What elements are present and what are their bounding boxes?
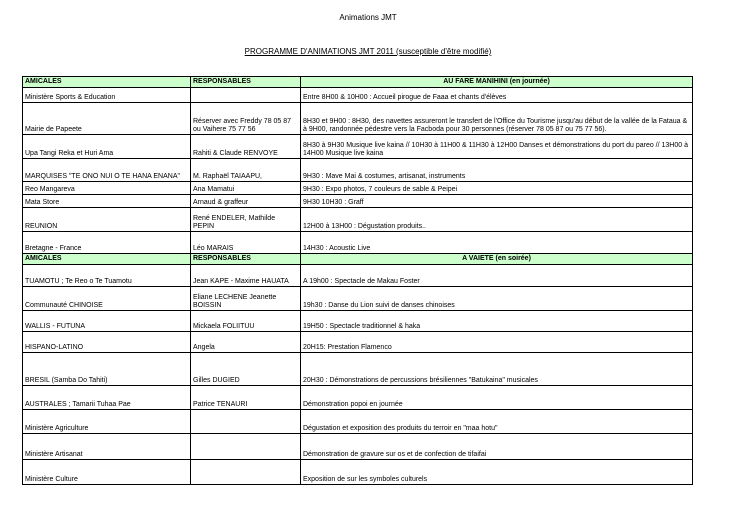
- amicale-cell: Bretagne - France: [23, 232, 191, 254]
- amicale-cell: Upa Tangi Reka et Huri Ama: [23, 135, 191, 159]
- responsable-cell: Mickaela FOLIITUU: [191, 311, 301, 332]
- table-row: [23, 88, 693, 103]
- table-row: [23, 265, 693, 287]
- table-row: [23, 195, 693, 208]
- programme-cell: 19H50 : Spectacle traditionnel & haka: [301, 311, 693, 332]
- programme-table: [22, 76, 693, 485]
- amicale-cell: Ministère Sports & Education: [23, 88, 191, 103]
- programme-cell: Démonstration de gravure sur os et de confection de tifaifai: [301, 434, 693, 460]
- table-row: [23, 311, 693, 332]
- table-row: [23, 353, 693, 386]
- programme-cell: Démonstration popoi en journée: [301, 386, 693, 410]
- responsable-cell: René ENDELER, Mathilde PEPIN: [191, 208, 301, 232]
- responsable-cell: [191, 88, 301, 103]
- programme-cell: 9H30 10H30 : Graff: [301, 195, 693, 208]
- table-row: [23, 232, 693, 254]
- programme-cell: 8H30 et 9H00 : 8H30, des navettes assureront le transfert de l'Office du Tourisme jusqu'au début de la vallée de la Fataua & à 9H00, randonnée pédestre vers la Facboda pour 30 personnes (réserver 78 05 87 ou 75 77 56).: [301, 103, 693, 135]
- column-header-amicales: AMICALES: [23, 254, 191, 265]
- document-header: Animations JMT: [339, 13, 397, 22]
- column-header-responsables: RESPONSABLES: [191, 254, 301, 265]
- programme-cell: 20H15: Prestation Flamenco: [301, 332, 693, 353]
- responsable-cell: Angela: [191, 332, 301, 353]
- column-header-amicales: AMICALES: [23, 77, 191, 88]
- responsable-cell: Ana Mamatui: [191, 182, 301, 195]
- amicale-cell: MARQUISES "TE ONO NUI O TE HANA ENANA": [23, 159, 191, 182]
- table-row: [23, 103, 693, 135]
- programme-cell: 19h30 : Danse du Lion suivi de danses chinoises: [301, 287, 693, 311]
- amicale-cell: Ministère Agriculture: [23, 410, 191, 434]
- responsable-cell: Léo MARAIS: [191, 232, 301, 254]
- table-row: [23, 460, 693, 485]
- responsable-cell: Jean KAPE - Maxime HAUATA: [191, 265, 301, 287]
- table-row: [23, 410, 693, 434]
- programme-cell: Exposition de sur les symboles culturels: [301, 460, 693, 485]
- programme-cell: 9H30 : Expo photos, 7 couleurs de sable & Peipei: [301, 182, 693, 195]
- programme-cell: Dégustation et exposition des produits du terroir en "maa hotu": [301, 410, 693, 434]
- amicale-cell: HISPANO-LATINO: [23, 332, 191, 353]
- amicale-cell: Ministère Culture: [23, 460, 191, 485]
- programme-cell: 12H00 à 13H00 : Dégustation produits..: [301, 208, 693, 232]
- responsable-cell: Patrice TENAURI: [191, 386, 301, 410]
- table-row: [23, 332, 693, 353]
- amicale-cell: Mata Store: [23, 195, 191, 208]
- table-row: [23, 182, 693, 195]
- responsable-cell: Réserver avec Freddy 78 05 87 ou Vaihere 75 77 56: [191, 103, 301, 135]
- programme-cell: 9H30 : Mave Mai & costumes, artisanat, instruments: [301, 159, 693, 182]
- responsable-cell: Gilles DUGIED: [191, 353, 301, 386]
- amicale-cell: Reo Mangareva: [23, 182, 191, 195]
- amicale-cell: Mairie de Papeete: [23, 103, 191, 135]
- amicale-cell: Communauté CHINOISE: [23, 287, 191, 311]
- responsable-cell: Eliane LECHENE Jeanette BOISSIN: [191, 287, 301, 311]
- column-header-location: A VAIETE (en soirée): [301, 254, 693, 265]
- responsable-cell: M. Raphaël TAIAAPU,: [191, 159, 301, 182]
- amicale-cell: TUAMOTU ; Te Reo o Te Tuamotu: [23, 265, 191, 287]
- section-header-row: [23, 77, 693, 88]
- programme-cell: 20H30 : Démonstrations de percussions brésiliennes "Batukaina" musicales: [301, 353, 693, 386]
- programme-cell: A 19h00 : Spectacle de Makau Foster: [301, 265, 693, 287]
- responsable-cell: Arnaud & graffeur: [191, 195, 301, 208]
- responsable-cell: [191, 460, 301, 485]
- programme-cell: Entre 8H00 & 10H00 : Accueil pirogue de Faaa et chants d'élèves: [301, 88, 693, 103]
- responsable-cell: [191, 410, 301, 434]
- column-header-responsables: RESPONSABLES: [191, 77, 301, 88]
- table-row: [23, 434, 693, 460]
- amicale-cell: WALLIS - FUTUNA: [23, 311, 191, 332]
- table-row: [23, 135, 693, 159]
- table-row: [23, 208, 693, 232]
- programme-cell: 8H30 à 9H30 Musique live kaina // 10H30 à 11H00 & 11H30 à 12H00 Danses et démonstrations du port du pareo // 13H00 à 14H00 Musique live kaina: [301, 135, 693, 159]
- amicale-cell: Ministère Artisanat: [23, 434, 191, 460]
- programme-title: PROGRAMME D'ANIMATIONS JMT 2011 (susceptible d'être modifié): [244, 47, 492, 56]
- responsable-cell: [191, 434, 301, 460]
- table-row: [23, 386, 693, 410]
- column-header-location: AU FARE MANIHINI (en journée): [301, 77, 693, 88]
- amicale-cell: REUNION: [23, 208, 191, 232]
- section-header-row: [23, 254, 693, 265]
- table-row: [23, 159, 693, 182]
- programme-cell: 14H30 : Acoustic Live: [301, 232, 693, 254]
- table-row: [23, 287, 693, 311]
- amicale-cell: BRESIL (Samba Do Tahiti): [23, 353, 191, 386]
- amicale-cell: AUSTRALES ; Tamarii Tuhaa Pae: [23, 386, 191, 410]
- responsable-cell: Rahiti & Claude RENVOYE: [191, 135, 301, 159]
